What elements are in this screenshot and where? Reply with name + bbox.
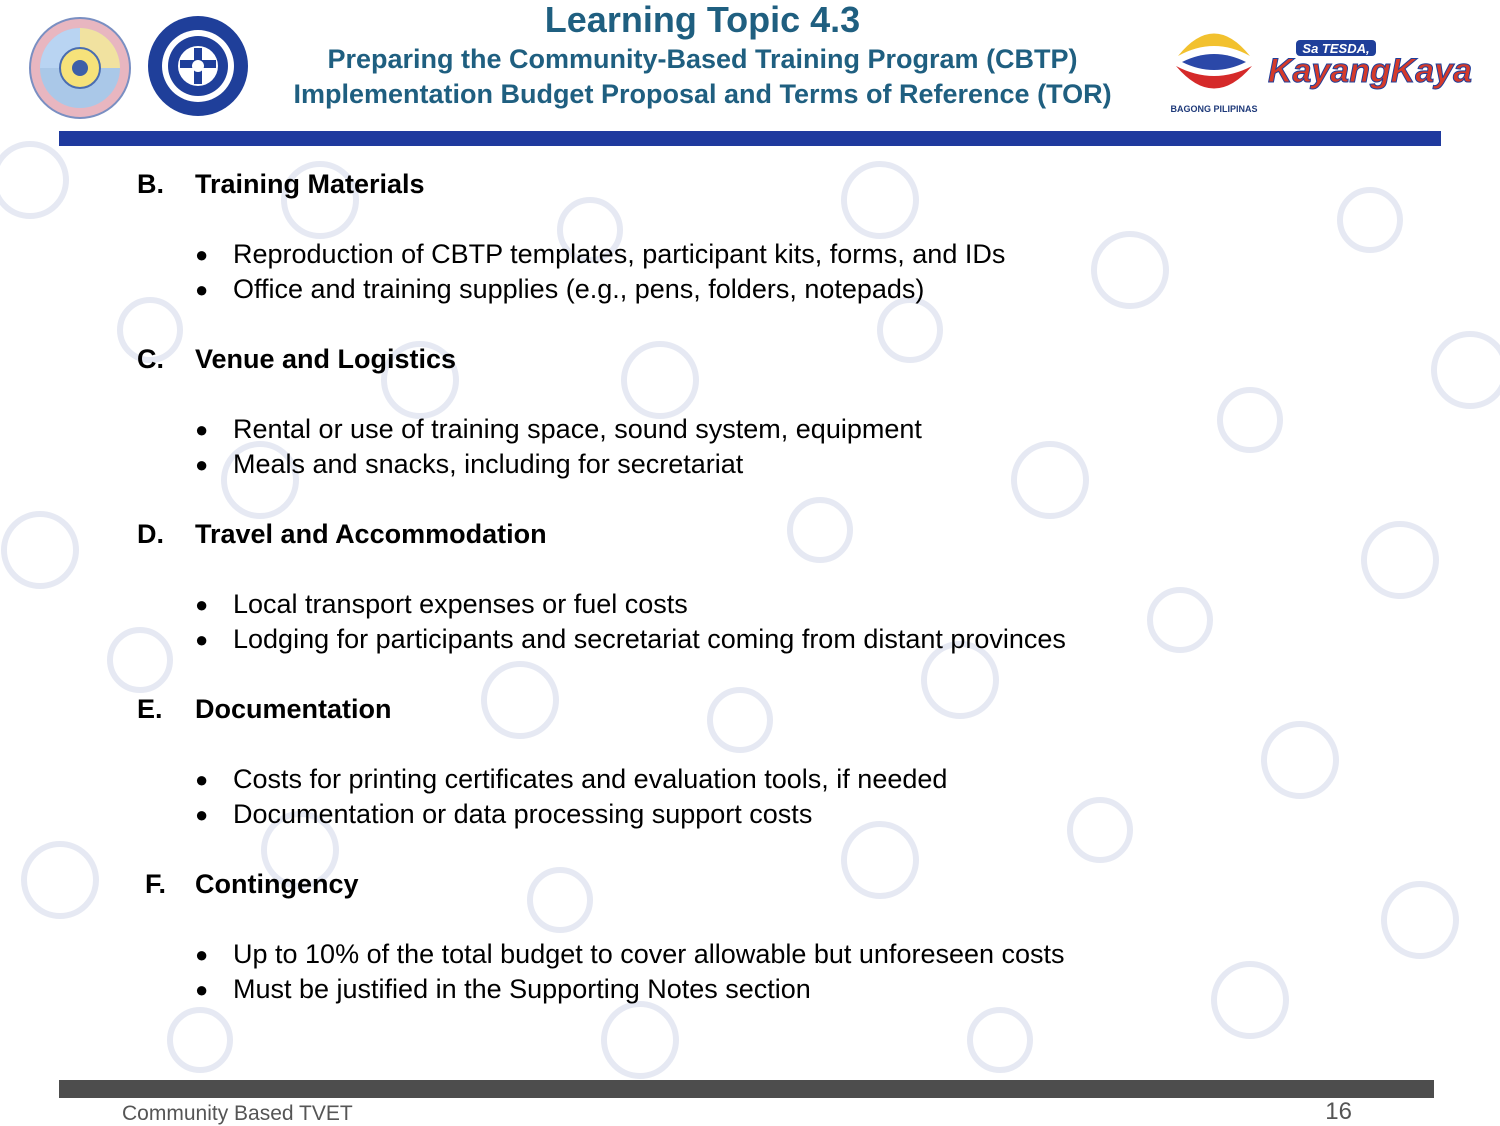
bullet-item: ● Costs for printing certificates and evaluation tools, if needed <box>195 762 947 797</box>
bullet-icon: ● <box>195 627 209 652</box>
bullet-list <box>195 237 1005 307</box>
section-title: Documentation <box>195 694 392 724</box>
bullet-icon: ● <box>195 417 209 442</box>
bullet-icon: ● <box>195 942 209 967</box>
bullet-item: ● Lodging for participants and secretariat coming from distant provinces <box>195 622 1066 657</box>
section-letter: C. <box>137 344 164 374</box>
bullet-icon: ● <box>195 977 209 1002</box>
bullet-item: ● Reproduction of CBTP templates, participant kits, forms, and IDs <box>195 237 1005 272</box>
bullet-list <box>195 412 922 482</box>
svg-text:KayangKaya: KayangKaya <box>1267 52 1473 90</box>
bullet-icon: ● <box>195 277 209 302</box>
slide-subtitle-line2: Implementation Budget Proposal and Terms of Reference (TOR) <box>293 79 1112 109</box>
section-letter: E. <box>137 694 163 724</box>
header-divider-bar <box>59 131 1441 146</box>
section-letter: D. <box>137 519 164 549</box>
section-letter: B. <box>137 169 164 199</box>
page-number: 16 <box>1325 1098 1352 1125</box>
bullet-item: ● Up to 10% of the total budget to cover allowable but unforeseen costs <box>195 937 1065 972</box>
bullet-list <box>195 762 947 832</box>
bullet-icon: ● <box>195 452 209 477</box>
svg-text:Sa TESDA,: Sa TESDA, <box>1302 41 1370 56</box>
section-title: Travel and Accommodation <box>195 519 547 549</box>
bullet-icon: ● <box>195 802 209 827</box>
bullet-item: ● Office and training supplies (e.g., pens, folders, notepads) <box>195 272 1005 307</box>
svg-text:BAGONG PILIPINAS: BAGONG PILIPINAS <box>1170 104 1258 114</box>
bullet-list <box>195 937 1065 1007</box>
bullet-item: ● Rental or use of training space, sound system, equipment <box>195 412 922 447</box>
bullet-icon: ● <box>195 767 209 792</box>
bullet-item: ● Meals and snacks, including for secretariat <box>195 447 922 482</box>
section-letter: F. <box>145 869 167 899</box>
bullet-list <box>195 587 1066 657</box>
slide-subtitle-line1: Preparing the Community-Based Training Program (CBTP) <box>327 44 1078 74</box>
bullet-item: ● Documentation or data processing support costs <box>195 797 947 832</box>
slide-title: Learning Topic 4.3 <box>544 0 861 40</box>
section-title: Training Materials <box>195 169 425 199</box>
footer-divider-bar <box>59 1080 1434 1098</box>
bullet-item: ● Must be justified in the Supporting Notes section <box>195 972 1065 1007</box>
bullet-item: ● Local transport expenses or fuel costs <box>195 587 1066 622</box>
section-title: Venue and Logistics <box>195 344 457 374</box>
footer-label: Community Based TVET <box>122 1102 353 1125</box>
bullet-icon: ● <box>195 242 209 267</box>
section-title: Contingency <box>195 869 359 899</box>
bullet-icon: ● <box>195 592 209 617</box>
